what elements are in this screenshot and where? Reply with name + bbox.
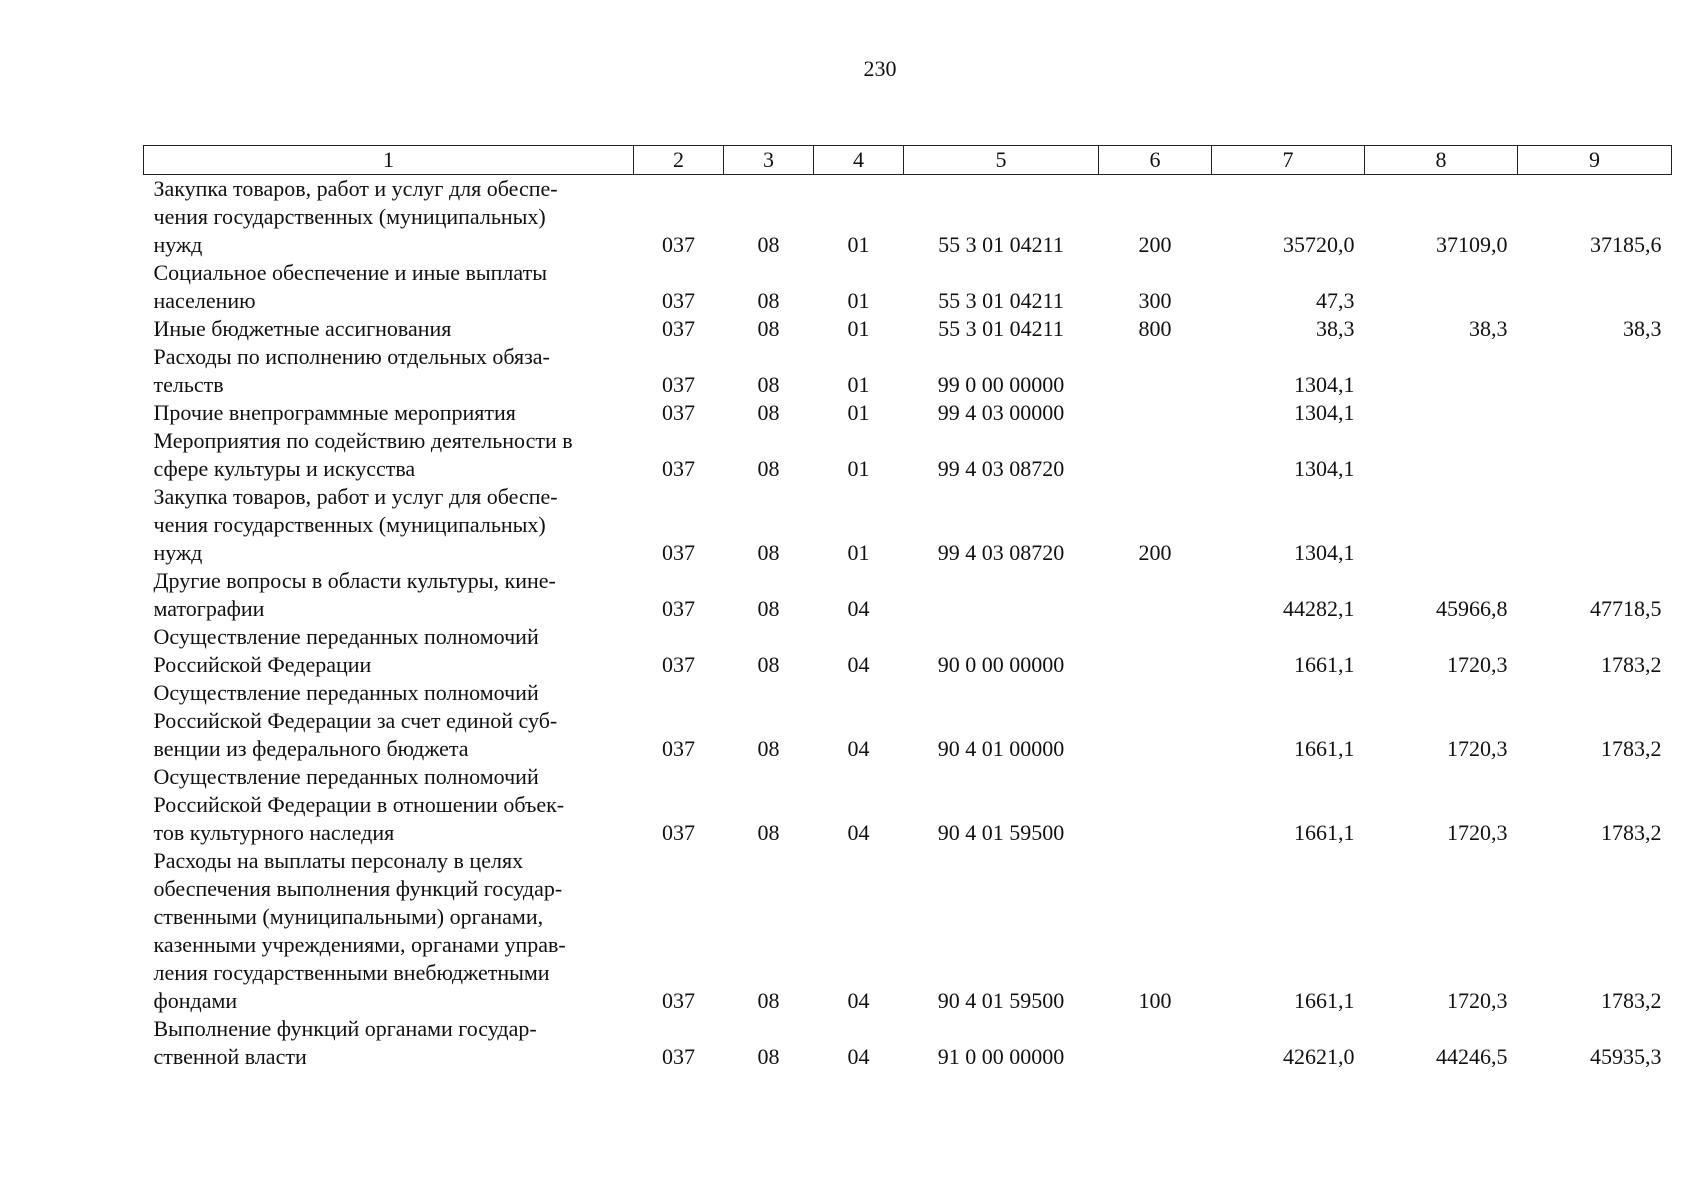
column-header-8: 8	[1365, 146, 1518, 175]
code-gr-cell: 037	[662, 988, 695, 1013]
row-name-line: нужд	[153, 232, 203, 257]
amount-year2-cell: 1720,3	[1447, 736, 1508, 761]
row-name-line: Закупка товаров, работ и услуг для обеспе-	[153, 176, 558, 201]
subsection-cell: 04	[847, 820, 870, 845]
amount-year1-cell: 1304,1	[1294, 372, 1355, 397]
amount-year3-cell: 1783,2	[1601, 736, 1662, 761]
amount-year1-cell: 1661,1	[1294, 652, 1355, 677]
amount-year3-cell	[1518, 483, 1672, 567]
amount-year3-cell: 45935,3	[1590, 1044, 1662, 1069]
subsection-cell: 01	[847, 456, 870, 481]
row-name-cell	[144, 399, 634, 427]
row-name-line: Расходы на выплаты персоналу в целях	[153, 848, 524, 873]
subsection-cell: 01	[847, 540, 870, 565]
section-cell: 08	[757, 400, 780, 425]
table-row	[144, 343, 1672, 399]
table-row	[144, 679, 1672, 763]
code-gr-cell: 037	[662, 652, 695, 677]
amount-year3-cell	[1518, 259, 1672, 315]
row-name-line: чения государственных (муниципальных)	[153, 204, 546, 229]
code-gr-cell: 037	[662, 288, 695, 313]
section-cell: 08	[757, 540, 780, 565]
target-article-cell: 91 0 00 00000	[937, 1044, 1065, 1069]
target-article-cell: 55 3 01 04211	[938, 232, 1064, 257]
row-name-line: ственными (муниципальными) органами,	[153, 904, 544, 929]
row-name-line: нужд	[153, 540, 203, 565]
expense-type-cell: 100	[1138, 988, 1172, 1013]
row-name-line: Другие вопросы в области культуры, кине-	[153, 568, 556, 593]
row-name-cell	[144, 343, 634, 399]
row-name-line: населению	[153, 288, 256, 313]
row-name-cell	[144, 259, 634, 315]
code-gr-cell: 037	[662, 316, 695, 341]
expense-type-cell	[1099, 343, 1212, 399]
target-article-cell: 55 3 01 04211	[938, 316, 1064, 341]
row-name-line: ственной власти	[153, 1044, 307, 1069]
amount-year2-cell: 38,3	[1469, 316, 1508, 341]
expense-type-cell	[1099, 399, 1212, 427]
row-name-line: Российской Федерации за счет единой суб-	[153, 708, 558, 733]
subsection-cell: 01	[847, 232, 870, 257]
code-gr-cell: 037	[662, 372, 695, 397]
column-header-1: 1	[144, 146, 634, 175]
row-name-line: казенными учреждениями, органами управ-	[153, 932, 566, 957]
code-gr-cell: 037	[662, 540, 695, 565]
page-number: 230	[863, 56, 897, 81]
target-article-cell: 90 0 00 00000	[937, 652, 1065, 677]
section-cell: 08	[757, 596, 780, 621]
section-cell: 08	[757, 288, 780, 313]
row-name-line: тов культурного наследия	[153, 820, 395, 845]
target-article-cell: 55 3 01 04211	[938, 288, 1064, 313]
subsection-cell: 01	[847, 316, 870, 341]
row-name-cell	[144, 427, 634, 483]
row-name-line: Российской Федерации в отношении объек-	[153, 792, 565, 817]
row-name-line: Российской Федерации	[153, 652, 372, 677]
subsection-cell: 04	[847, 596, 870, 621]
amount-year2-cell: 44246,5	[1436, 1044, 1508, 1069]
row-name-cell	[144, 1015, 634, 1071]
section-cell: 08	[757, 736, 780, 761]
amount-year3-cell	[1518, 399, 1672, 427]
amount-year1-cell: 38,3	[1316, 316, 1355, 341]
amount-year1-cell: 1304,1	[1294, 540, 1355, 565]
section-cell: 08	[757, 1044, 780, 1069]
table-row	[144, 399, 1672, 427]
amount-year2-cell: 1720,3	[1447, 820, 1508, 845]
column-header-3: 3	[724, 146, 814, 175]
amount-year2-cell: 1720,3	[1447, 988, 1508, 1013]
amount-year2-cell	[1365, 483, 1518, 567]
row-name-line: Закупка товаров, работ и услуг для обеспе-	[153, 484, 558, 509]
table-row	[144, 847, 1672, 1015]
budget-table-container	[143, 145, 1671, 1071]
expense-type-cell	[1099, 623, 1212, 679]
row-name-cell	[144, 175, 634, 260]
expense-type-cell: 800	[1138, 316, 1172, 341]
amount-year3-cell	[1518, 343, 1672, 399]
row-name-line: Осуществление переданных полномочий	[153, 764, 539, 789]
amount-year3-cell: 37185,6	[1590, 232, 1662, 257]
code-gr-cell: 037	[662, 400, 695, 425]
column-header-2: 2	[634, 146, 724, 175]
amount-year1-cell: 44282,1	[1283, 596, 1355, 621]
table-row	[144, 623, 1672, 679]
target-article-cell: 90 4 01 59500	[937, 820, 1065, 845]
target-article-cell: 99 4 03 08720	[937, 456, 1065, 481]
amount-year2-cell	[1365, 259, 1518, 315]
header-row	[144, 146, 1672, 175]
column-header-4: 4	[814, 146, 904, 175]
row-name-cell	[144, 567, 634, 623]
section-cell: 08	[757, 988, 780, 1013]
table-row	[144, 763, 1672, 847]
expense-type-cell: 200	[1138, 540, 1172, 565]
code-gr-cell: 037	[662, 596, 695, 621]
amount-year1-cell: 1304,1	[1294, 400, 1355, 425]
row-name-cell	[144, 483, 634, 567]
row-name-cell	[144, 315, 634, 343]
amount-year2-cell: 45966,8	[1436, 596, 1508, 621]
table-row	[144, 259, 1672, 315]
expense-type-cell: 300	[1138, 288, 1172, 313]
subsection-cell: 04	[847, 652, 870, 677]
code-gr-cell: 037	[662, 820, 695, 845]
table-row	[144, 175, 1672, 260]
row-name-line: Осуществление переданных полномочий	[153, 680, 539, 705]
table-header	[144, 146, 1672, 175]
row-name-line: Социальное обеспечение и иные выплаты	[153, 260, 547, 285]
row-name-cell	[144, 763, 634, 847]
subsection-cell: 01	[847, 288, 870, 313]
expense-type-cell	[1099, 679, 1212, 763]
amount-year3-cell: 47718,5	[1590, 596, 1662, 621]
target-article-cell: 99 0 00 00000	[937, 372, 1065, 397]
amount-year2-cell: 37109,0	[1436, 232, 1508, 257]
column-header-5: 5	[904, 146, 1099, 175]
row-name-line: Прочие внепрограммные мероприятия	[153, 400, 516, 425]
row-name-cell	[144, 847, 634, 1015]
row-name-cell	[144, 623, 634, 679]
column-header-9: 9	[1518, 146, 1672, 175]
row-name-cell	[144, 679, 634, 763]
section-cell: 08	[757, 372, 780, 397]
code-gr-cell: 037	[662, 736, 695, 761]
section-cell: 08	[757, 652, 780, 677]
subsection-cell: 04	[847, 988, 870, 1013]
amount-year3-cell: 1783,2	[1601, 820, 1662, 845]
table-row	[144, 427, 1672, 483]
table-row	[144, 315, 1672, 343]
amount-year3-cell: 1783,2	[1601, 988, 1662, 1013]
amount-year3-cell	[1518, 427, 1672, 483]
amount-year1-cell: 47,3	[1316, 288, 1355, 313]
table-row	[144, 483, 1672, 567]
amount-year2-cell	[1365, 399, 1518, 427]
expense-type-cell	[1099, 427, 1212, 483]
target-article-cell: 99 4 03 00000	[937, 400, 1065, 425]
amount-year1-cell: 1304,1	[1294, 456, 1355, 481]
expense-type-cell	[1099, 567, 1212, 623]
amount-year2-cell	[1365, 343, 1518, 399]
row-name-line: сфере культуры и искусства	[153, 456, 416, 481]
amount-year1-cell: 1661,1	[1294, 820, 1355, 845]
amount-year2-cell	[1365, 427, 1518, 483]
table-body	[144, 175, 1672, 1072]
amount-year3-cell: 1783,2	[1601, 652, 1662, 677]
row-name-line: Иные бюджетные ассигнования	[153, 316, 452, 341]
row-name-line: обеспечения выполнения функций государ-	[153, 876, 563, 901]
expense-type-cell	[1099, 1015, 1212, 1071]
row-name-line: чения государственных (муниципальных)	[153, 512, 546, 537]
column-header-6: 6	[1099, 146, 1212, 175]
column-header-7: 7	[1212, 146, 1365, 175]
budget-table	[143, 145, 1672, 1071]
subsection-cell: 01	[847, 372, 870, 397]
section-cell: 08	[757, 456, 780, 481]
code-gr-cell: 037	[662, 1044, 695, 1069]
code-gr-cell: 037	[662, 456, 695, 481]
row-name-line: ления государственными внебюджетными	[153, 960, 550, 985]
row-name-line: тельств	[153, 372, 224, 397]
subsection-cell: 04	[847, 1044, 870, 1069]
subsection-cell: 01	[847, 400, 870, 425]
amount-year3-cell: 38,3	[1623, 316, 1662, 341]
row-name-line: венции из федерального бюджета	[153, 736, 469, 761]
row-name-line: Мероприятия по содействию деятельности в	[153, 428, 573, 453]
amount-year1-cell: 42621,0	[1283, 1044, 1355, 1069]
row-name-line: фондами	[153, 988, 238, 1013]
table-row	[144, 1015, 1672, 1071]
target-article-cell: 99 4 03 08720	[937, 540, 1065, 565]
amount-year2-cell: 1720,3	[1447, 652, 1508, 677]
amount-year1-cell: 1661,1	[1294, 988, 1355, 1013]
row-name-line: Расходы по исполнению отдельных обяза-	[153, 344, 550, 369]
row-name-line: Осуществление переданных полномочий	[153, 624, 539, 649]
section-cell: 08	[757, 232, 780, 257]
expense-type-cell	[1099, 763, 1212, 847]
row-name-line: Выполнение функций органами государ-	[153, 1016, 537, 1041]
amount-year1-cell: 1661,1	[1294, 736, 1355, 761]
target-article-cell	[904, 567, 1099, 623]
row-name-line: матографии	[153, 596, 265, 621]
section-cell: 08	[757, 820, 780, 845]
target-article-cell: 90 4 01 59500	[937, 988, 1065, 1013]
code-gr-cell: 037	[662, 232, 695, 257]
target-article-cell: 90 4 01 00000	[937, 736, 1065, 761]
amount-year1-cell: 35720,0	[1283, 232, 1355, 257]
table-row	[144, 567, 1672, 623]
subsection-cell: 04	[847, 736, 870, 761]
section-cell: 08	[757, 316, 780, 341]
expense-type-cell: 200	[1138, 232, 1172, 257]
